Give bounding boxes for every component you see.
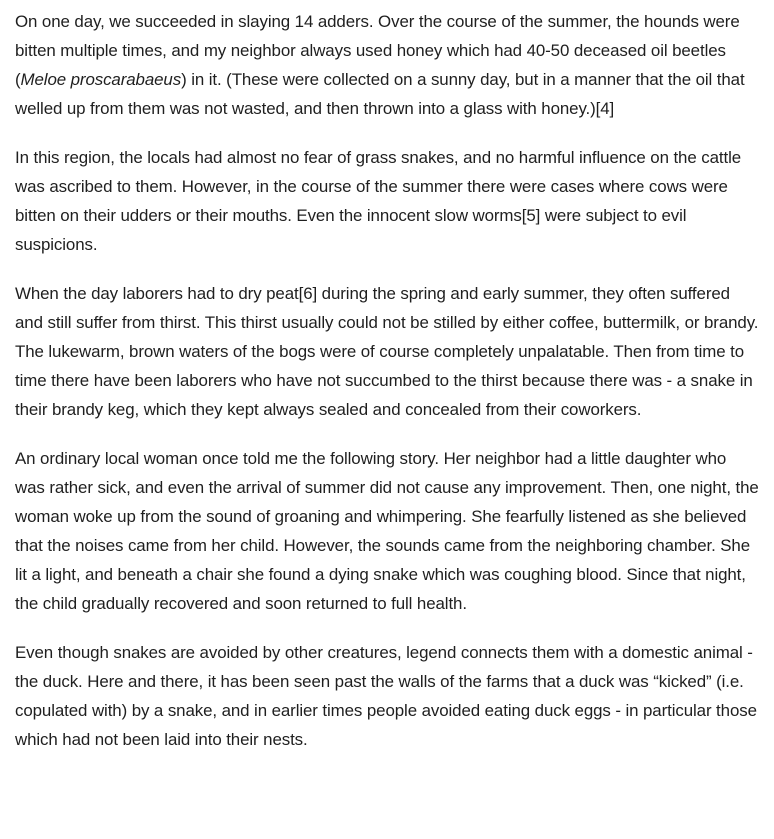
paragraph-woman-story: An ordinary local woman once told me the following story. Her neighbor had a little daughter who was rather sick, and even the arrival of summer did not cause any improvement. Then, one night, the woman woke up from the sound of groaning and whimpering. She fearfully listened as she believed that the noises came from her child. However, the sounds came from the neighboring chamber. She lit a light, and beneath a chair she found a dying snake which was coughing blood. Since that night, the child gradually recovered and soon returned to full health. [15, 449, 759, 613]
paragraph-day-laborers: When the day laborers had to dry peat[6] during the spring and early summer, they often suffered and still suffer from thirst. This thirst usually could not be stilled by either coffee, buttermilk, or brandy. The lukewarm, brown waters of the bogs were of course completely unpalatable. Then from time to time there have been laborers who have not succumbed to the thirst because there was - a snake in their brandy keg, which they kept always sealed and concealed from their coworkers. [15, 284, 759, 419]
paragraph-duck-legend: Even though snakes are avoided by other creatures, legend connects them with a domestic animal - the duck. Here and there, it has been seen past the walls of the farms that a duck was “kicked” (i.e. copulated with) by a snake, and in earlier times people avoided eating duck eggs - in particular those which had not been laid into their nests. [15, 643, 757, 749]
paragraph-adders [15, 7, 760, 123]
species-name-italic: Meloe proscarabaeus [20, 70, 182, 89]
paragraph-adders-text-start: On one day, we succeeded in slaying 14 adders. Over the course of the summer, the hounds were bitten multiple times, and my neighbor always used honey which had 40-50 deceased oil beetles ( [15, 12, 740, 89]
paragraph-adders-text-end: ) in it. (These were collected on a sunny day, but in a manner that the oil that welled up from them was not wasted, and then thrown into a glass with honey.)[4] [15, 70, 745, 118]
paragraph-grass-snakes: In this region, the locals had almost no fear of grass snakes, and no harmful influence on the cattle was ascribed to them. However, in the course of the summer there were cases where cows were bitten on their udders or their mouths. Even the innocent slow worms[5] were subject to evil suspicions. [15, 148, 742, 254]
